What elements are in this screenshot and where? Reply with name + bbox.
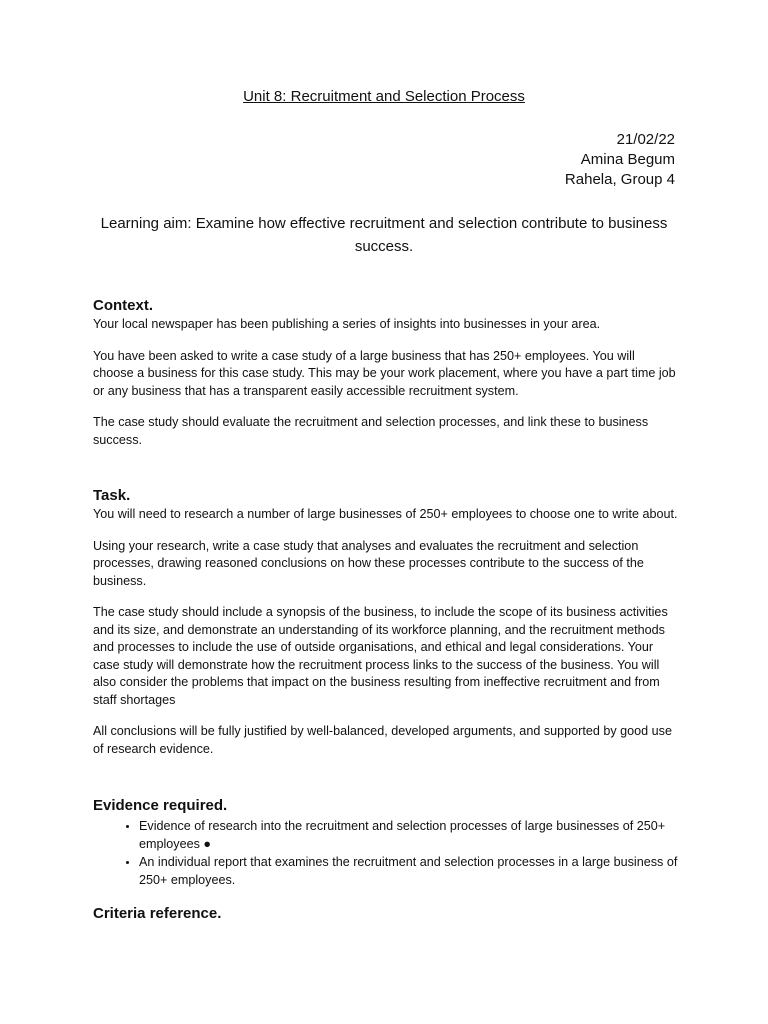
- author-name: Amina Begum: [580, 151, 675, 168]
- context-paragraph: Your local newspaper has been publishing a series of insights into businesses in your area.: [93, 317, 601, 331]
- task-paragraph: Using your research, write a case study that analyses and evaluates the recruitment and selection processes, drawing reasoned conclusions on how these processes contribute to the success of the business.: [93, 538, 644, 588]
- document-meta: [565, 130, 675, 190]
- criteria-heading: Criteria reference.: [93, 905, 222, 922]
- evidence-item: • Evidence of research into the recruitment and selection processes of large businesses of 250+ employees ●: [139, 818, 678, 853]
- task-heading: Task.: [93, 487, 131, 504]
- criteria-section: [93, 904, 678, 924]
- task-paragraph: All conclusions will be fully justified by well-balanced, developed arguments, and supported by good use of research evidence.: [93, 724, 672, 756]
- evidence-heading: Evidence required.: [93, 797, 228, 814]
- task-paragraph: You will need to research a number of large businesses of 250+ employees to choose one to write about.: [93, 507, 678, 521]
- evidence-item: • An individual report that examines the recruitment and selection processes in a large business of 250+ employees.: [139, 854, 678, 889]
- context-paragraph: The case study should evaluate the recruitment and selection processes, and link these to business success.: [93, 415, 649, 447]
- evidence-section: [93, 796, 678, 890]
- document-title: Unit 8: Recruitment and Selection Process: [243, 88, 525, 105]
- context-heading: Context.: [93, 297, 153, 314]
- class-info: Rahela, Group 4: [564, 171, 675, 188]
- task-section: [93, 486, 678, 758]
- evidence-list: [93, 818, 678, 889]
- context-paragraph: You have been asked to write a case study of a large business that has 250+ employees. You will choose a business for this case study. This may be your work placement, where you have a part time job or any business that has a transparent easily accessible recruitment system.: [93, 348, 676, 398]
- context-section: [93, 296, 678, 449]
- learning-aim: Learning aim: Examine how effective recruitment and selection contribute to business success.: [100, 215, 668, 255]
- document-date: 21/02/22: [616, 131, 675, 148]
- task-paragraph: The case study should include a synopsis of the business, to include the scope of its business activities and its size, and demonstrate an understanding of its workforce planning, and the recruitment methods and processes to include the use of outside organisations, and ethical and legal considerations. Your case study will demonstrate how the recruitment process links to the success of the business. You will also consider the problems that impact on the business resulting from ineffective recruitment and from staff shortages: [93, 605, 668, 707]
